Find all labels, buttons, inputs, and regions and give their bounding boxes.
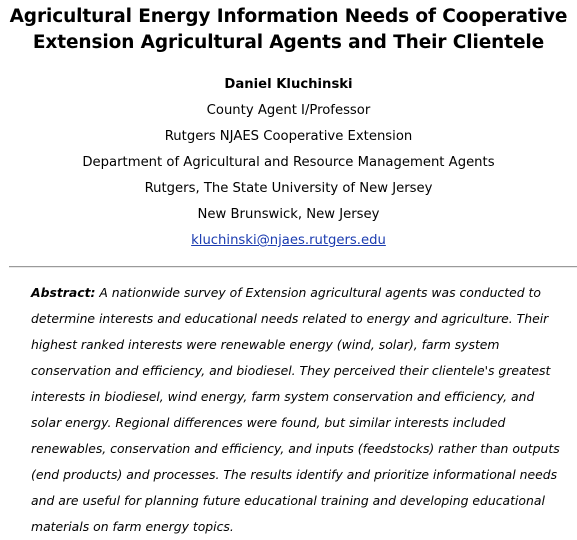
author-name: Daniel Kluchinski xyxy=(224,77,353,92)
abstract-line: highest ranked interests were renewable energy (wind, solar), farm system xyxy=(31,337,500,352)
abstract-line xyxy=(31,280,571,306)
abstract-line: interests in biodiesel, wind energy, farm system conservation and efficiency, and xyxy=(31,389,535,404)
section-divider xyxy=(9,266,577,268)
abstract-line: conservation and efficiency, and biodiesel. They perceived their clientele's greatest xyxy=(31,363,551,378)
author-email-link[interactable]: kluchinski@njaes.rutgers.edu xyxy=(191,233,386,248)
abstract-line: determine interests and educational needs related to energy and agriculture. Their xyxy=(31,311,549,326)
article-title xyxy=(0,4,577,56)
abstract-label: Abstract: xyxy=(31,285,96,300)
author-block xyxy=(0,72,577,254)
abstract-text: A nationwide survey of Extension agricultural agents was conducted to xyxy=(95,285,541,300)
abstract-line: renewables, conservation and efficiency, and inputs (feedstocks) rather than outputs xyxy=(31,441,560,456)
abstract-line: materials on farm energy topics. xyxy=(31,519,234,534)
author-organization: Rutgers NJAES Cooperative Extension xyxy=(164,129,413,144)
abstract-line: solar energy. Regional differences were found, but similar interests included xyxy=(31,415,506,430)
abstract xyxy=(31,280,571,540)
abstract-line: (end products) and processes. The results identify and prioritize informational needs xyxy=(31,467,558,482)
author-university: Rutgers, The State University of New Jersey xyxy=(144,181,433,196)
author-location: New Brunswick, New Jersey xyxy=(197,207,380,222)
title-line: Extension Agricultural Agents and Their Clientele xyxy=(32,32,545,53)
abstract-line: and are useful for planning future educational training and developing educational xyxy=(31,493,545,508)
title-line: Agricultural Energy Information Needs of Cooperative xyxy=(9,6,568,27)
author-department: Department of Agricultural and Resource Management Agents xyxy=(82,155,495,170)
author-position: County Agent I/Professor xyxy=(206,103,371,118)
